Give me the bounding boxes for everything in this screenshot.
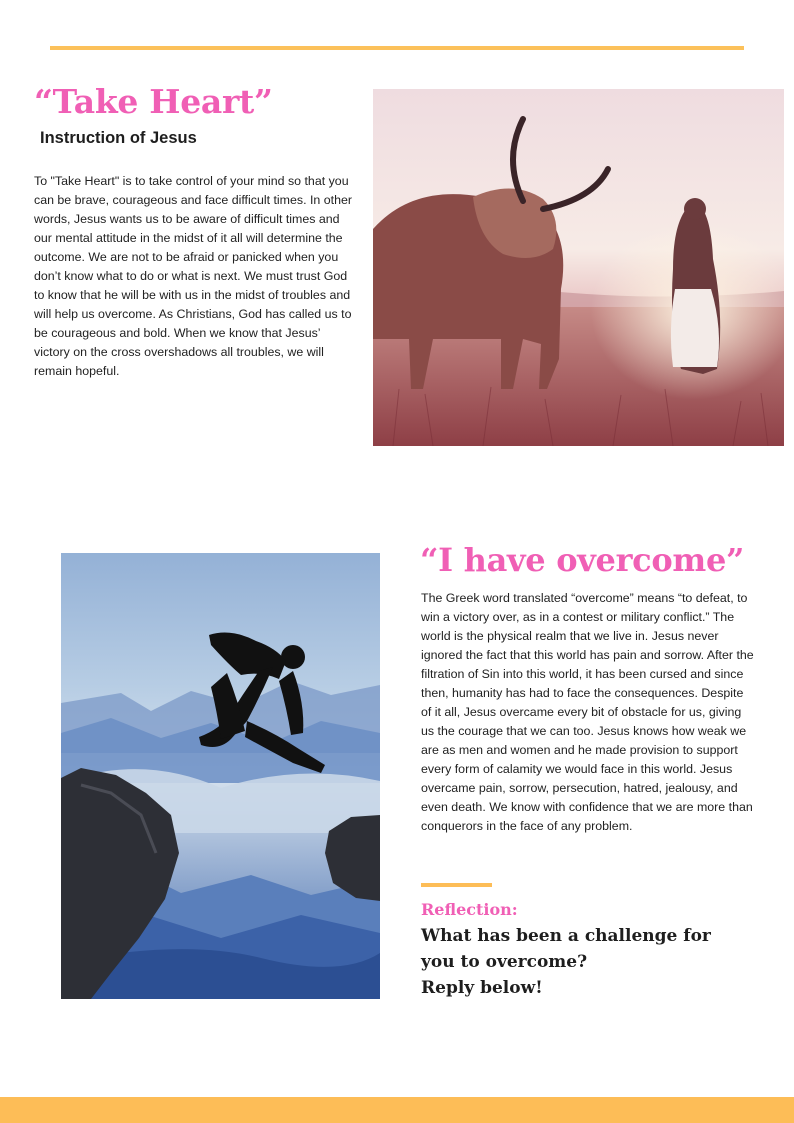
overcome-heading: “I have overcome” xyxy=(420,541,745,579)
reflection-call-to-action: Reply below! xyxy=(421,978,543,998)
jumping-man-mountains-photo xyxy=(61,553,380,999)
top-divider xyxy=(50,46,744,50)
take-heart-heading: “Take Heart” xyxy=(34,82,273,121)
highland-cow-girl-photo xyxy=(373,89,784,446)
bottom-footer-band xyxy=(0,1097,794,1123)
take-heart-paragraph: To "Take Heart" is to take control of your mind so that you can be brave, courageous and face difficult times. In other words, Jesus wants us to be aware of difficult times and our mental attitude in the midst of it all will determine the outcome. We are not to be afraid or panicked when you don’t know what to do or what is next. We must trust God to know that he will be with us in the midst of troubles and will help us overcome. As Christians, God has called us to be courageous and bold. When we know that Jesus’ victory on the cross overshadows all troubles, we will remain hopeful. xyxy=(34,174,352,378)
overcome-paragraph: The Greek word translated “overcome” means “to defeat, to win a victory over, as in a contest or military conflict.” The world is the physical realm that we live in. Jesus never ignored the fact that this world has pain and sorrow. After the filtration of Sin into this world, it has been cursed and since then, humanity has had to face the consequences. Despite of it all, Jesus overcame every bit of obstacle for us, giving us the courage that we can too. Jesus knows how weak we are as men and women and he made provision to support every form of calamity we would face in this world. Jesus overcame pain, sorrow, persecution, hatred, jealousy, and even death. We know with confidence that we are more than conquerors in the face of any problem. xyxy=(421,591,754,833)
reflection-question-line: What has been a challenge for xyxy=(421,926,711,946)
instruction-subtitle: Instruction of Jesus xyxy=(40,129,197,147)
reflection-label: Reflection: xyxy=(421,900,518,919)
reflection-question-line: you to overcome? xyxy=(421,952,588,972)
reflection-divider xyxy=(421,883,492,887)
